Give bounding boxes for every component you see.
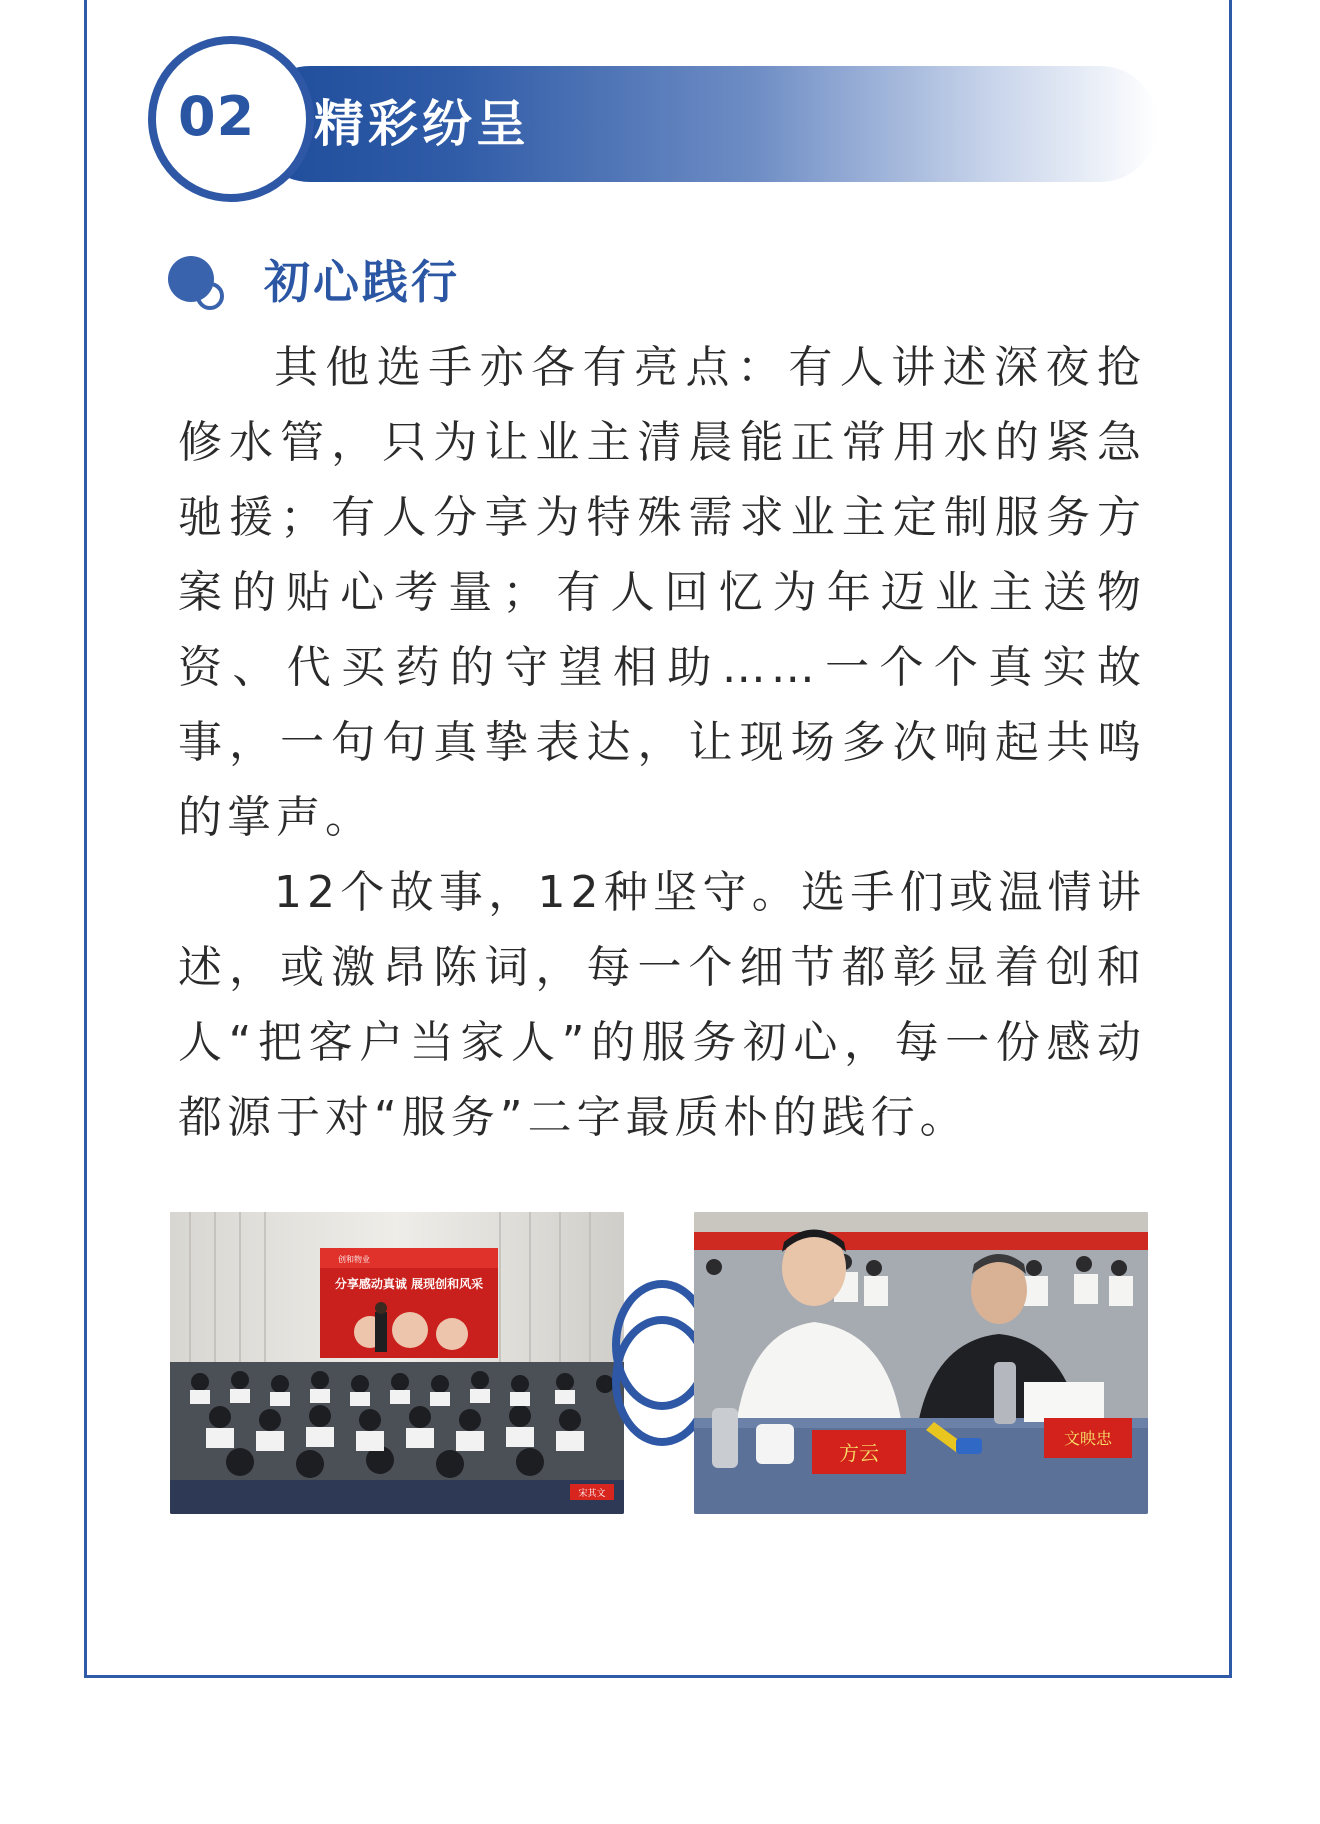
event-photo-judges <box>694 1212 1148 1514</box>
name-card-text: 宋其文 <box>578 1489 606 1499</box>
event-photo-stage <box>170 1212 624 1514</box>
judges-photo-illustration <box>694 1212 1148 1514</box>
name-card-text: 方云 <box>839 1441 879 1465</box>
paragraph: 其他选手亦各有亮点：有人讲述深夜抢修水管，只为让业主清晨能正常用水的紧急驰援；有人分享为特殊需求业主定制服务方案的贴心考量；有人回忆为年迈业主送物资、代买药的守望相助……一个个真实故事，一句句真挚表达，让现场多次响起共鸣的掌声。 <box>178 342 1146 843</box>
section-number: 02 <box>178 85 256 148</box>
stage-banner-text: 分享感动真诚 展现创和风采 <box>334 1277 484 1291</box>
subsection-title: 初心践行 <box>264 255 460 309</box>
article-body <box>178 330 1146 1155</box>
paragraph: 12个故事，12种坚守。选手们或温情讲述，或激昂陈词，每一个细节都彰显着创和人“把客户当家人”的服务初心，每一份感动都源于对“服务”二字最质朴的践行。 <box>178 867 1146 1143</box>
stage-logo-text: 创和物业 <box>338 1255 370 1264</box>
section-title: 精彩纷呈 <box>314 95 530 153</box>
bullet-ring-icon <box>196 282 224 310</box>
stage-photo-illustration <box>170 1212 624 1514</box>
name-card-text: 文映忠 <box>1063 1429 1113 1448</box>
